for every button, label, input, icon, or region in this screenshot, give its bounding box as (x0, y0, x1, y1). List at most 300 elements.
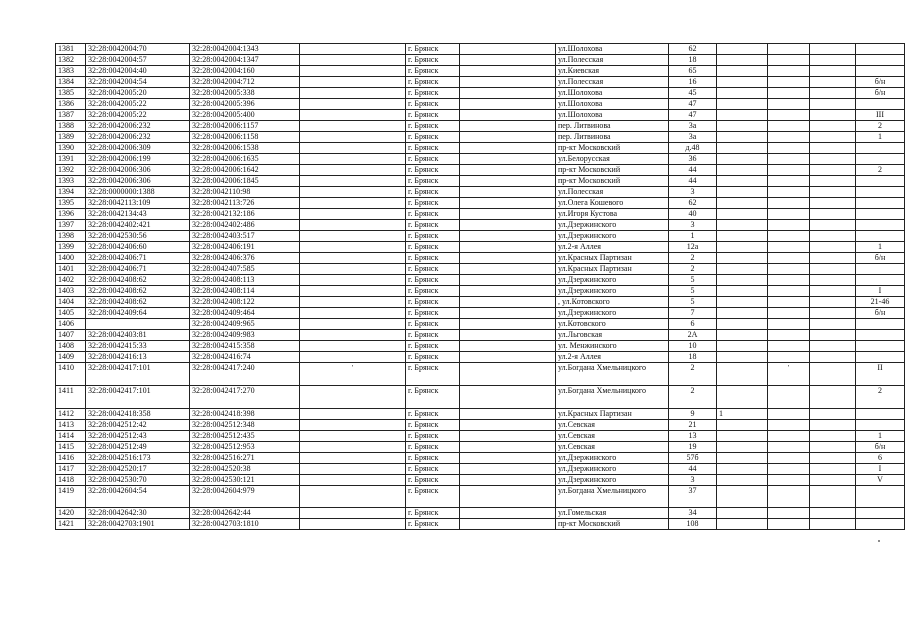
land-cadastral-number-cell: 32:28:0042408:62 (86, 297, 190, 308)
empty-cell-1 (300, 286, 406, 297)
row-number-cell: 1409 (56, 352, 86, 363)
street-cell: ул.Красных Партизан (556, 264, 669, 275)
empty-cell-2 (460, 88, 556, 99)
land-cadastral-number-cell: 32:28:0042113:109 (86, 198, 190, 209)
empty-cell-2 (460, 308, 556, 319)
land-cadastral-number-cell: 32:28:0042418:358 (86, 409, 190, 420)
empty-cell-2 (460, 220, 556, 231)
apartment-cell (856, 319, 905, 330)
table-row (56, 275, 905, 286)
table-row (56, 231, 905, 242)
building-cell (717, 341, 768, 352)
building-cell (717, 453, 768, 464)
row-number-cell: 1399 (56, 242, 86, 253)
empty-cell-2 (460, 253, 556, 264)
street-cell: ул.Полесская (556, 187, 669, 198)
street-cell: ул.Шолохова (556, 110, 669, 121)
apartment-cell: б/н (856, 308, 905, 319)
empty-cell-4 (810, 99, 856, 110)
street-cell: ул.Дзержинского (556, 453, 669, 464)
building-cell (717, 442, 768, 453)
building-cadastral-number-cell: 32:28:0042417:240 (190, 363, 300, 386)
house-number-cell: 16 (669, 77, 717, 88)
empty-cell-1 (300, 220, 406, 231)
apartment-cell (856, 352, 905, 363)
empty-cell-1 (300, 409, 406, 420)
empty-cell-3 (768, 154, 810, 165)
land-cadastral-number-cell: 32:28:0042006:232 (86, 132, 190, 143)
empty-cell-4 (810, 44, 856, 55)
empty-cell-4 (810, 88, 856, 99)
land-cadastral-number-cell: 32:28:0042604:54 (86, 486, 190, 508)
city-cell: г. Брянск (406, 508, 460, 519)
building-cell (717, 486, 768, 508)
city-cell: г. Брянск (406, 66, 460, 77)
empty-cell-1 (300, 209, 406, 220)
street-cell: ул.Красных Партизан (556, 409, 669, 420)
apartment-cell: II (856, 363, 905, 386)
row-number-cell: 1420 (56, 508, 86, 519)
city-cell: г. Брянск (406, 363, 460, 386)
table-row (56, 176, 905, 187)
apartment-cell: б/н (856, 253, 905, 264)
house-number-cell: 44 (669, 176, 717, 187)
table-row (56, 453, 905, 464)
city-cell: г. Брянск (406, 319, 460, 330)
city-cell: г. Брянск (406, 176, 460, 187)
building-cell (717, 352, 768, 363)
empty-cell-2 (460, 475, 556, 486)
apartment-cell: 6 (856, 453, 905, 464)
empty-cell-4 (810, 165, 856, 176)
building-cadastral-number-cell: 32:28:0042403:517 (190, 231, 300, 242)
empty-cell-2 (460, 319, 556, 330)
city-cell: г. Брянск (406, 198, 460, 209)
city-cell: г. Брянск (406, 453, 460, 464)
city-cell: г. Брянск (406, 220, 460, 231)
empty-cell-3 (768, 176, 810, 187)
land-cadastral-number-cell: 32:28:0042416:13 (86, 352, 190, 363)
building-cadastral-number-cell: 32:28:0042006:1157 (190, 121, 300, 132)
building-cell (717, 420, 768, 431)
empty-cell-3 (768, 231, 810, 242)
empty-cell-3 (768, 308, 810, 319)
empty-cell-2 (460, 187, 556, 198)
table-row (56, 308, 905, 319)
apartment-cell (856, 330, 905, 341)
empty-cell-3 (768, 341, 810, 352)
street-cell: ул.Дзержинского (556, 275, 669, 286)
empty-cell-3 (768, 187, 810, 198)
table-row (56, 386, 905, 409)
empty-cell-4 (810, 386, 856, 409)
land-cadastral-number-cell: 32:28:0042642:30 (86, 508, 190, 519)
empty-cell-2 (460, 486, 556, 508)
city-cell: г. Брянск (406, 409, 460, 420)
city-cell: г. Брянск (406, 77, 460, 88)
table-row (56, 220, 905, 231)
empty-cell-3 (768, 143, 810, 154)
land-cadastral-number-cell: 32:28:0042402:421 (86, 220, 190, 231)
street-cell: ул.Дзержинского (556, 231, 669, 242)
building-cell (717, 165, 768, 176)
table-row (56, 519, 905, 530)
city-cell: г. Брянск (406, 253, 460, 264)
building-cadastral-number-cell: 32:28:0042512:435 (190, 431, 300, 442)
land-cadastral-number-cell: 32:28:0042004:54 (86, 77, 190, 88)
building-cadastral-number-cell: 32:28:0042409:983 (190, 330, 300, 341)
street-cell: ул.Дзержинского (556, 220, 669, 231)
apartment-cell (856, 519, 905, 530)
row-number-cell: 1418 (56, 475, 86, 486)
house-number-cell: 13 (669, 431, 717, 442)
street-cell: ул.Дзержинского (556, 475, 669, 486)
building-cell (717, 253, 768, 264)
table-row (56, 88, 905, 99)
row-number-cell: 1384 (56, 77, 86, 88)
building-cadastral-number-cell: 32:28:0042006:1158 (190, 132, 300, 143)
empty-cell-3 (768, 55, 810, 66)
land-cadastral-number-cell: 32:28:0042006:306 (86, 165, 190, 176)
empty-cell-3 (768, 319, 810, 330)
house-number-cell: 12а (669, 242, 717, 253)
empty-cell-3 (768, 77, 810, 88)
empty-cell-4 (810, 352, 856, 363)
empty-cell-1 (300, 308, 406, 319)
street-cell: ул.Полесская (556, 55, 669, 66)
street-cell: ул.Дзержинского (556, 464, 669, 475)
house-number-cell: 9 (669, 409, 717, 420)
registry-sheet (55, 43, 905, 530)
street-cell: ул.Красных Партизан (556, 253, 669, 264)
building-cadastral-number-cell: 32:28:0042006:1845 (190, 176, 300, 187)
apartment-cell (856, 409, 905, 420)
empty-cell-1 (300, 132, 406, 143)
house-number-cell: 3а (669, 121, 717, 132)
empty-cell-3 (768, 464, 810, 475)
empty-cell-4 (810, 253, 856, 264)
street-cell: ул.Игоря Кустова (556, 209, 669, 220)
empty-cell-2 (460, 508, 556, 519)
street-cell: ул.Дзержинского (556, 286, 669, 297)
land-cadastral-number-cell: 32:28:0042512:42 (86, 420, 190, 431)
apartment-cell: 1 (856, 431, 905, 442)
city-cell: г. Брянск (406, 352, 460, 363)
land-cadastral-number-cell: 32:28:0042512:43 (86, 431, 190, 442)
city-cell: г. Брянск (406, 165, 460, 176)
house-number-cell: 7 (669, 308, 717, 319)
empty-cell-4 (810, 121, 856, 132)
apartment-cell: 2 (856, 386, 905, 409)
table-row (56, 165, 905, 176)
building-cadastral-number-cell: 32:28:0042417:270 (190, 386, 300, 409)
empty-cell-2 (460, 264, 556, 275)
empty-cell-4 (810, 143, 856, 154)
city-cell: г. Брянск (406, 264, 460, 275)
table-row (56, 431, 905, 442)
building-cell (717, 242, 768, 253)
apartment-cell (856, 66, 905, 77)
empty-cell-4 (810, 475, 856, 486)
apartment-cell (856, 176, 905, 187)
table-row (56, 198, 905, 209)
street-cell: пр-кт Московский (556, 176, 669, 187)
empty-cell-4 (810, 176, 856, 187)
empty-cell-1 (300, 253, 406, 264)
row-number-cell: 1417 (56, 464, 86, 475)
row-number-cell: 1412 (56, 409, 86, 420)
apartment-cell: 2 (856, 165, 905, 176)
building-cadastral-number-cell: 32:28:0042520:38 (190, 464, 300, 475)
empty-cell-1 (300, 442, 406, 453)
table-row (56, 486, 905, 508)
apartment-cell (856, 154, 905, 165)
land-cadastral-number-cell: 32:28:0042512:49 (86, 442, 190, 453)
table-row (56, 187, 905, 198)
empty-cell-4 (810, 363, 856, 386)
empty-cell-3 (768, 386, 810, 409)
house-number-cell: д.48 (669, 143, 717, 154)
empty-cell-1 (300, 264, 406, 275)
house-number-cell: 19 (669, 442, 717, 453)
empty-cell-3 (768, 209, 810, 220)
row-number-cell: 1398 (56, 231, 86, 242)
table-row (56, 319, 905, 330)
empty-cell-3: ' (768, 363, 810, 386)
empty-cell-4 (810, 330, 856, 341)
table-row (56, 44, 905, 55)
empty-cell-2 (460, 330, 556, 341)
empty-cell-1 (300, 475, 406, 486)
land-cadastral-number-cell: 32:28:0042516:173 (86, 453, 190, 464)
empty-cell-1 (300, 319, 406, 330)
empty-cell-4 (810, 187, 856, 198)
house-number-cell: 65 (669, 66, 717, 77)
empty-cell-3 (768, 66, 810, 77)
empty-cell-3 (768, 44, 810, 55)
house-number-cell: 10 (669, 341, 717, 352)
house-number-cell: 18 (669, 55, 717, 66)
empty-cell-1 (300, 231, 406, 242)
empty-cell-4 (810, 431, 856, 442)
building-cell (717, 264, 768, 275)
house-number-cell: 3а (669, 132, 717, 143)
land-cadastral-number-cell (86, 319, 190, 330)
row-number-cell: 1415 (56, 442, 86, 453)
empty-cell-2 (460, 55, 556, 66)
apartment-cell: б/н (856, 77, 905, 88)
apartment-cell: 1 (856, 132, 905, 143)
empty-cell-2 (460, 143, 556, 154)
building-cadastral-number-cell: 32:28:0042004:1347 (190, 55, 300, 66)
street-cell: ул.Котовского (556, 319, 669, 330)
land-cadastral-number-cell: 32:28:0042408:62 (86, 275, 190, 286)
building-cadastral-number-cell: 32:28:0042409:965 (190, 319, 300, 330)
building-cadastral-number-cell: 32:28:0042408:122 (190, 297, 300, 308)
apartment-cell (856, 143, 905, 154)
apartment-cell (856, 220, 905, 231)
table-row (56, 121, 905, 132)
apartment-cell (856, 231, 905, 242)
land-cadastral-number-cell: 32:28:0042006:232 (86, 121, 190, 132)
empty-cell-2 (460, 154, 556, 165)
empty-cell-4 (810, 66, 856, 77)
empty-cell-4 (810, 154, 856, 165)
row-number-cell: 1395 (56, 198, 86, 209)
building-cell (717, 220, 768, 231)
building-cell (717, 275, 768, 286)
table-row (56, 99, 905, 110)
row-number-cell: 1402 (56, 275, 86, 286)
apartment-cell (856, 44, 905, 55)
table-row (56, 442, 905, 453)
city-cell: г. Брянск (406, 154, 460, 165)
apartment-cell (856, 420, 905, 431)
building-cell (717, 508, 768, 519)
empty-cell-3 (768, 453, 810, 464)
row-number-cell: 1403 (56, 286, 86, 297)
table-row (56, 420, 905, 431)
city-cell: г. Брянск (406, 187, 460, 198)
building-cell (717, 231, 768, 242)
street-cell: ул.2-я Аллея (556, 352, 669, 363)
building-cell (717, 386, 768, 409)
land-cadastral-number-cell: 32:28:0042408:62 (86, 286, 190, 297)
table-row (56, 55, 905, 66)
empty-cell-2 (460, 44, 556, 55)
row-number-cell: 1383 (56, 66, 86, 77)
empty-cell-4 (810, 198, 856, 209)
empty-cell-1 (300, 187, 406, 198)
empty-cell-4 (810, 132, 856, 143)
row-number-cell: 1410 (56, 363, 86, 386)
empty-cell-1 (300, 275, 406, 286)
empty-cell-3 (768, 220, 810, 231)
house-number-cell: 62 (669, 198, 717, 209)
empty-cell-3 (768, 431, 810, 442)
empty-cell-1 (300, 431, 406, 442)
apartment-cell: б/н (856, 442, 905, 453)
land-cadastral-number-cell: 32:28:0042406:71 (86, 253, 190, 264)
city-cell: г. Брянск (406, 330, 460, 341)
empty-cell-2 (460, 420, 556, 431)
building-cell (717, 363, 768, 386)
land-cadastral-number-cell: 32:28:0042004:40 (86, 66, 190, 77)
empty-cell-2 (460, 66, 556, 77)
building-cell (717, 110, 768, 121)
row-number-cell: 1414 (56, 431, 86, 442)
row-number-cell: 1386 (56, 99, 86, 110)
land-cadastral-number-cell: 32:28:0042415:33 (86, 341, 190, 352)
city-cell: г. Брянск (406, 519, 460, 530)
row-number-cell: 1394 (56, 187, 86, 198)
city-cell: г. Брянск (406, 143, 460, 154)
empty-cell-3 (768, 475, 810, 486)
house-number-cell: 47 (669, 99, 717, 110)
land-cadastral-number-cell: 32:28:0042006:306 (86, 176, 190, 187)
building-cadastral-number-cell: 32:28:0042005:396 (190, 99, 300, 110)
empty-cell-4 (810, 464, 856, 475)
row-number-cell: 1401 (56, 264, 86, 275)
empty-cell-3 (768, 121, 810, 132)
house-number-cell: 18 (669, 352, 717, 363)
empty-cell-3 (768, 99, 810, 110)
row-number-cell: 1400 (56, 253, 86, 264)
empty-cell-3 (768, 110, 810, 121)
city-cell: г. Брянск (406, 231, 460, 242)
apartment-cell: 2 (856, 121, 905, 132)
empty-cell-1 (300, 143, 406, 154)
empty-cell-1 (300, 88, 406, 99)
house-number-cell: 57б (669, 453, 717, 464)
land-cadastral-number-cell: 32:28:0042417:101 (86, 363, 190, 386)
building-cell (717, 88, 768, 99)
city-cell: г. Брянск (406, 121, 460, 132)
row-number-cell: 1405 (56, 308, 86, 319)
house-number-cell: 5 (669, 286, 717, 297)
empty-cell-1 (300, 110, 406, 121)
empty-cell-4 (810, 209, 856, 220)
empty-cell-1 (300, 464, 406, 475)
table-body (56, 44, 905, 530)
empty-cell-3 (768, 508, 810, 519)
empty-cell-2 (460, 431, 556, 442)
empty-cell-2 (460, 464, 556, 475)
empty-cell-4 (810, 275, 856, 286)
empty-cell-1 (300, 386, 406, 409)
city-cell: г. Брянск (406, 308, 460, 319)
table-row (56, 209, 905, 220)
empty-cell-2 (460, 176, 556, 187)
building-cell (717, 44, 768, 55)
building-cadastral-number-cell: 32:28:0042402:486 (190, 220, 300, 231)
empty-cell-2 (460, 409, 556, 420)
empty-cell-2 (460, 165, 556, 176)
empty-cell-3 (768, 286, 810, 297)
building-cadastral-number-cell: 32:28:0042516:271 (190, 453, 300, 464)
building-cell (717, 55, 768, 66)
row-number-cell: 1393 (56, 176, 86, 187)
building-cadastral-number-cell: 32:28:0042408:113 (190, 275, 300, 286)
building-cell (717, 121, 768, 132)
street-cell: ул.Богдана Хмельницкого (556, 363, 669, 386)
city-cell: г. Брянск (406, 475, 460, 486)
row-number-cell: 1406 (56, 319, 86, 330)
table-row (56, 77, 905, 88)
land-cadastral-number-cell: 32:28:0042703:1901 (86, 519, 190, 530)
building-cell (717, 519, 768, 530)
empty-cell-1 (300, 55, 406, 66)
empty-cell-3 (768, 242, 810, 253)
empty-cell-2 (460, 275, 556, 286)
street-cell: пр-кт Московский (556, 519, 669, 530)
empty-cell-2 (460, 352, 556, 363)
city-cell: г. Брянск (406, 275, 460, 286)
empty-cell-2 (460, 442, 556, 453)
empty-cell-4 (810, 409, 856, 420)
apartment-cell: 21-46 (856, 297, 905, 308)
empty-cell-4 (810, 319, 856, 330)
registry-table (55, 43, 905, 530)
empty-cell-4 (810, 519, 856, 530)
land-cadastral-number-cell: 32:28:0042530:56 (86, 231, 190, 242)
empty-cell-1 (300, 165, 406, 176)
empty-cell-4 (810, 77, 856, 88)
building-cadastral-number-cell: 32:28:0042406:191 (190, 242, 300, 253)
street-cell: ул.2-я Аллея (556, 242, 669, 253)
table-row (56, 464, 905, 475)
street-cell: ул.Шолохова (556, 99, 669, 110)
